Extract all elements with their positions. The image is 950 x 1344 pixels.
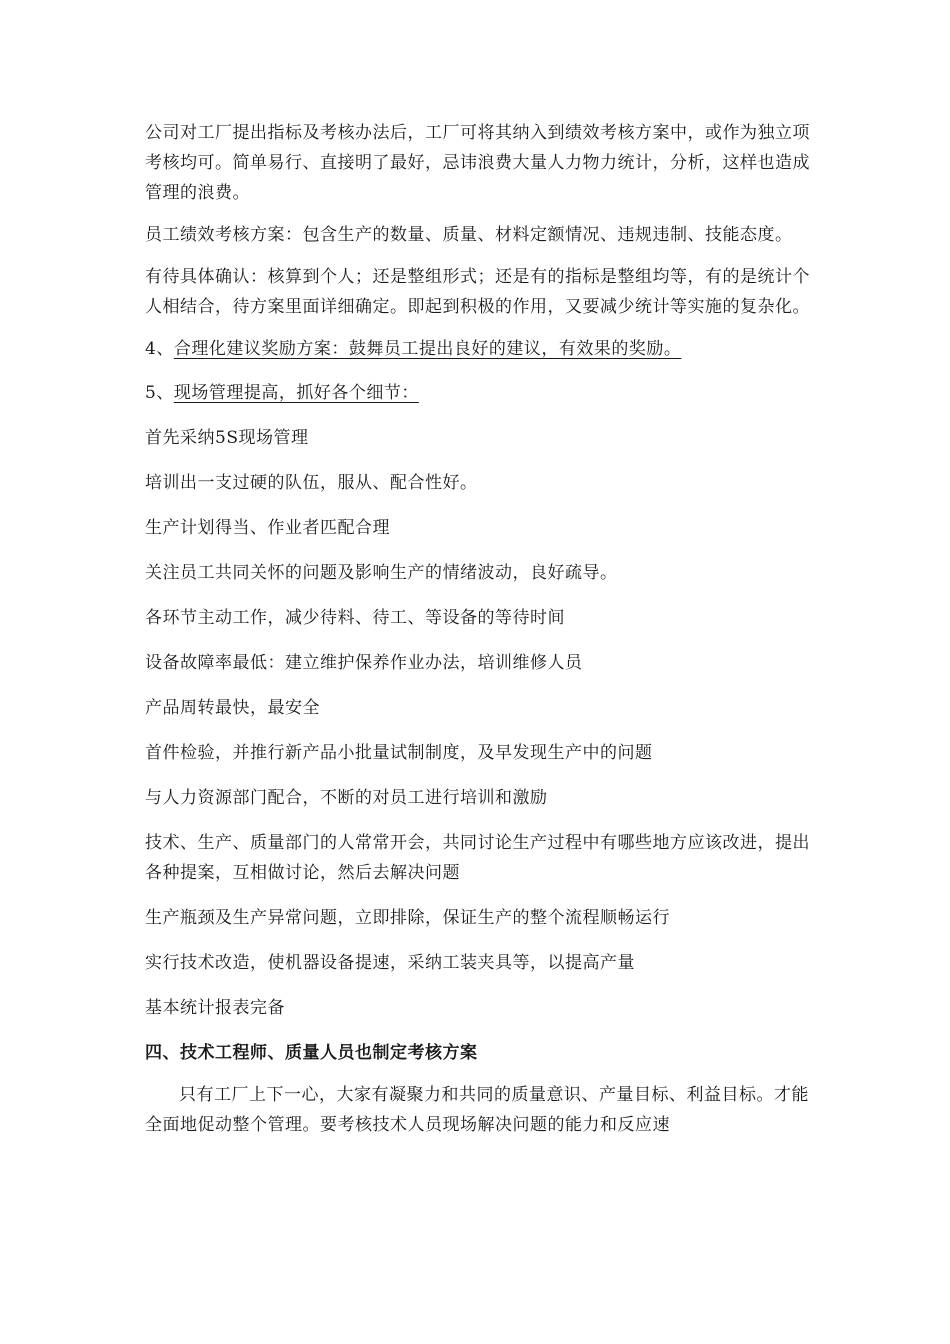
paragraph-factory-assessment: 公司对工厂提出指标及考核办法后，工厂可将其纳入到绩效考核方案中，或作为独立项考核均可。简单易行、直接明了最好，忌讳浪费大量人力物力统计，分析，这样也造成管理的浪费。 [145,123,810,203]
list-item: 实行技术改造，使机器设备提速，采纳工装夹具等，以提高产量 [145,953,635,973]
list-item: 各环节主动工作，减少待料、待工、等设备的等待时间 [145,608,565,628]
item-5 [145,378,810,408]
list-item: 产品周转最快，最安全 [145,698,320,718]
list-item: 关注员工共同关怀的问题及影响生产的情绪波动，良好疏导。 [145,563,618,583]
paragraph-pending-confirmation: 有待具体确认：核算到个人；还是整组形式；还是有的指标是整组均等，有的是统计个人相结合，待方案里面详细确定。即起到积极的作用，又要减少统计等实施的复杂化。 [145,267,810,317]
paragraph-unity: 只有工厂上下一心，大家有凝聚力和共同的质量意识、产量目标、利益目标。才能全面地促动整个管理。要考核技术人员现场解决问题的能力和反应速 [145,1085,809,1135]
item-4-text: 合理化建议奖励方案：鼓舞员工提出良好的建议，有效果的奖励。 [173,339,682,359]
list-item: 生产瓶颈及生产异常问题，立即排除，保证生产的整个流程顺畅运行 [145,908,670,928]
list-item: 基本统计报表完备 [145,998,285,1018]
list-item: 首先采纳5S现场管理 [145,428,309,448]
section-heading-4: 四、技术工程师、质量人员也制定考核方案 [145,1043,478,1063]
item-5-number: 5、 [145,383,174,403]
list-item: 首件检验，并推行新产品小批量试制制度，及早发现生产中的问题 [145,743,653,763]
list-item: 培训出一支过硬的队伍，服从、配合性好。 [145,473,478,493]
document-body [145,118,810,1140]
list-item: 与人力资源部门配合，不断的对员工进行培训和激励 [145,788,548,808]
paragraph-employee-performance: 员工绩效考核方案：包含生产的数量、质量、材料定额情况、违规违制、技能态度。 [145,225,793,245]
item-4-number: 4、 [145,339,174,359]
list-item: 设备故障率最低：建立维护保养作业办法，培训维修人员 [145,653,583,673]
site-management-list [145,423,810,1023]
item-5-text: 现场管理提高，抓好各个细节： [173,383,419,403]
list-item: 生产计划得当、作业者匹配合理 [145,518,390,538]
list-item: 技术、生产、质量部门的人常常开会，共同讨论生产过程中有哪些地方应该改进，提出各种提案，互相做讨论，然后去解决问题 [145,833,810,883]
item-4 [145,334,810,364]
